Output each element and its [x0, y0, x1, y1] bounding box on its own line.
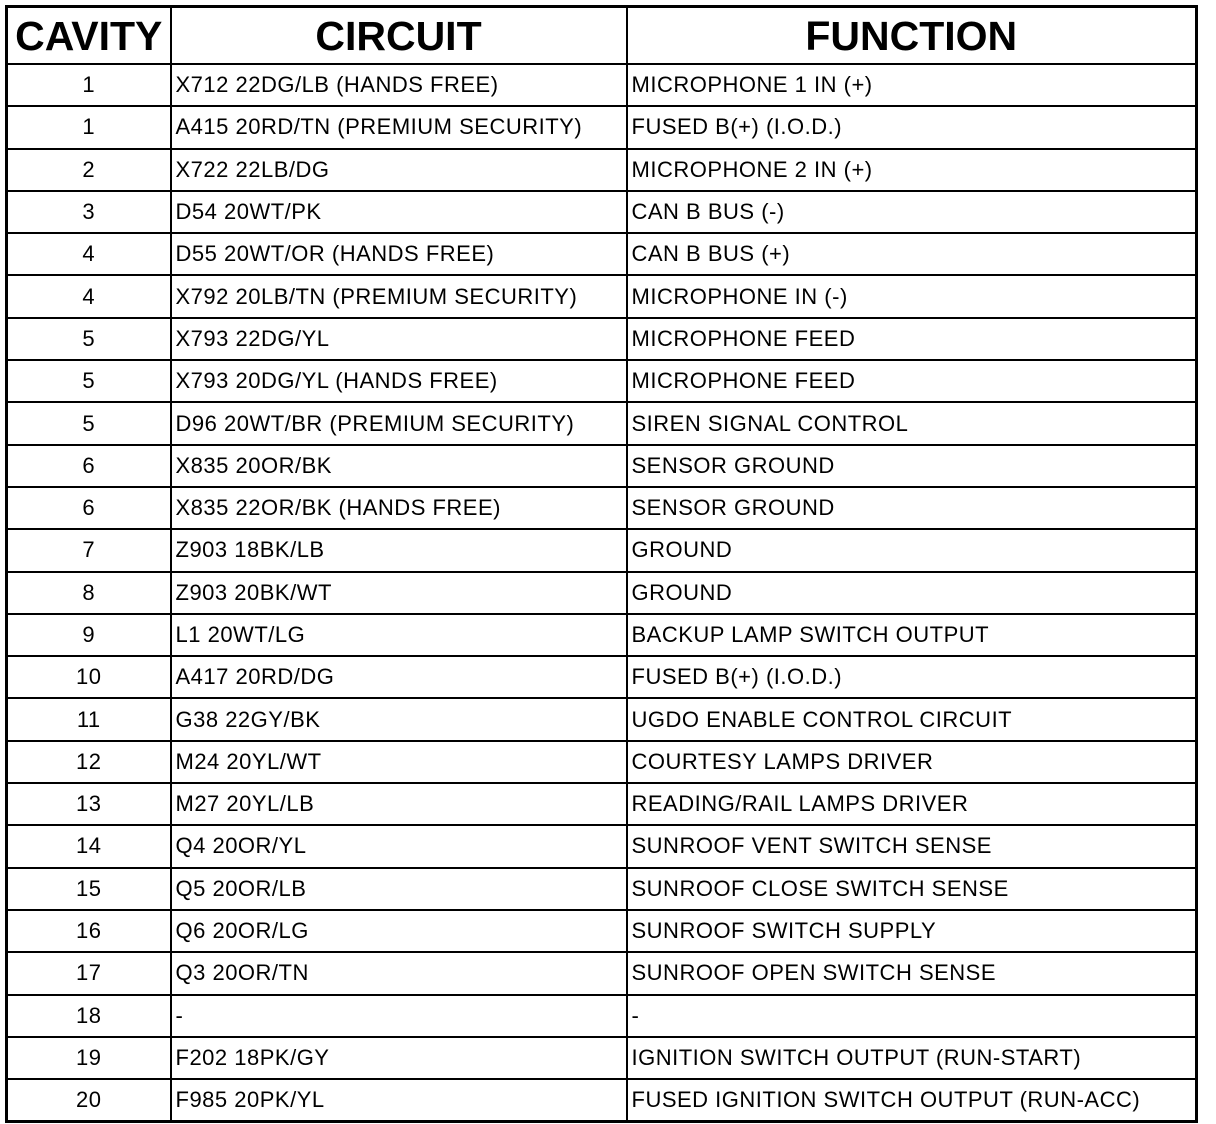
- circuit-cell: -: [171, 995, 627, 1037]
- table-row: [7, 572, 1197, 614]
- cavity-cell: 4: [7, 275, 171, 317]
- cavity-cell: 4: [7, 233, 171, 275]
- table-header: [7, 7, 1197, 65]
- circuit-cell: Z903 20BK/WT: [171, 572, 627, 614]
- function-cell: UGDO ENABLE CONTROL CIRCUIT: [627, 698, 1197, 740]
- function-cell: SENSOR GROUND: [627, 487, 1197, 529]
- circuit-cell: Q3 20OR/TN: [171, 952, 627, 994]
- function-cell: GROUND: [627, 529, 1197, 571]
- function-cell: SUNROOF SWITCH SUPPLY: [627, 910, 1197, 952]
- cavity-cell: 2: [7, 149, 171, 191]
- circuit-cell: M27 20YL/LB: [171, 783, 627, 825]
- cavity-cell: 11: [7, 698, 171, 740]
- table-body: [7, 64, 1197, 1122]
- function-cell: SUNROOF OPEN SWITCH SENSE: [627, 952, 1197, 994]
- function-cell: SIREN SIGNAL CONTROL: [627, 402, 1197, 444]
- function-cell: MICROPHONE 2 IN (+): [627, 149, 1197, 191]
- table-row: [7, 1079, 1197, 1122]
- header-row: [7, 7, 1197, 65]
- cavity-cell: 1: [7, 106, 171, 148]
- cavity-cell: 3: [7, 191, 171, 233]
- function-cell: SUNROOF CLOSE SWITCH SENSE: [627, 868, 1197, 910]
- circuit-cell: D55 20WT/OR (HANDS FREE): [171, 233, 627, 275]
- circuit-cell: A417 20RD/DG: [171, 656, 627, 698]
- function-cell: MICROPHONE IN (-): [627, 275, 1197, 317]
- cavity-cell: 14: [7, 825, 171, 867]
- circuit-cell: Q6 20OR/LG: [171, 910, 627, 952]
- circuit-cell: Q5 20OR/LB: [171, 868, 627, 910]
- cavity-cell: 13: [7, 783, 171, 825]
- function-cell: MICROPHONE FEED: [627, 360, 1197, 402]
- table-row: [7, 149, 1197, 191]
- circuit-cell: X792 20LB/TN (PREMIUM SECURITY): [171, 275, 627, 317]
- circuit-cell: Q4 20OR/YL: [171, 825, 627, 867]
- function-cell: GROUND: [627, 572, 1197, 614]
- cavity-cell: 8: [7, 572, 171, 614]
- circuit-cell: A415 20RD/TN (PREMIUM SECURITY): [171, 106, 627, 148]
- function-cell: FUSED B(+) (I.O.D.): [627, 106, 1197, 148]
- cavity-cell: 18: [7, 995, 171, 1037]
- table-row: [7, 445, 1197, 487]
- circuit-cell: X835 20OR/BK: [171, 445, 627, 487]
- function-column-header: FUNCTION: [627, 7, 1197, 65]
- function-cell: SUNROOF VENT SWITCH SENSE: [627, 825, 1197, 867]
- table-row: [7, 487, 1197, 529]
- circuit-cell: F985 20PK/YL: [171, 1079, 627, 1122]
- table-row: [7, 233, 1197, 275]
- cavity-cell: 16: [7, 910, 171, 952]
- table-row: [7, 614, 1197, 656]
- circuit-cell: X793 22DG/YL: [171, 318, 627, 360]
- circuit-cell: L1 20WT/LG: [171, 614, 627, 656]
- function-cell: FUSED IGNITION SWITCH OUTPUT (RUN-ACC): [627, 1079, 1197, 1122]
- cavity-cell: 6: [7, 487, 171, 529]
- circuit-cell: G38 22GY/BK: [171, 698, 627, 740]
- cavity-cell: 19: [7, 1037, 171, 1079]
- table-row: [7, 360, 1197, 402]
- table-row: [7, 402, 1197, 444]
- cavity-cell: 5: [7, 402, 171, 444]
- cavity-cell: 5: [7, 360, 171, 402]
- cavity-cell: 12: [7, 741, 171, 783]
- cavity-cell: 10: [7, 656, 171, 698]
- table-row: [7, 910, 1197, 952]
- cavity-cell: 9: [7, 614, 171, 656]
- table-row: [7, 952, 1197, 994]
- function-cell: CAN B BUS (+): [627, 233, 1197, 275]
- circuit-cell: M24 20YL/WT: [171, 741, 627, 783]
- function-cell: MICROPHONE FEED: [627, 318, 1197, 360]
- table-row: [7, 529, 1197, 571]
- function-cell: MICROPHONE 1 IN (+): [627, 64, 1197, 106]
- circuit-cell: F202 18PK/GY: [171, 1037, 627, 1079]
- table-row: [7, 64, 1197, 106]
- circuit-column-header: CIRCUIT: [171, 7, 627, 65]
- cavity-cell: 5: [7, 318, 171, 360]
- circuit-cell: X793 20DG/YL (HANDS FREE): [171, 360, 627, 402]
- cavity-cell: 7: [7, 529, 171, 571]
- circuit-cell: D96 20WT/BR (PREMIUM SECURITY): [171, 402, 627, 444]
- table-row: [7, 698, 1197, 740]
- table-row: [7, 825, 1197, 867]
- cavity-cell: 1: [7, 64, 171, 106]
- function-cell: BACKUP LAMP SWITCH OUTPUT: [627, 614, 1197, 656]
- cavity-cell: 15: [7, 868, 171, 910]
- table-row: [7, 275, 1197, 317]
- table-row: [7, 995, 1197, 1037]
- table-row: [7, 1037, 1197, 1079]
- circuit-cell: X835 22OR/BK (HANDS FREE): [171, 487, 627, 529]
- function-cell: READING/RAIL LAMPS DRIVER: [627, 783, 1197, 825]
- table-row: [7, 656, 1197, 698]
- cavity-cell: 20: [7, 1079, 171, 1122]
- table-row: [7, 783, 1197, 825]
- circuit-cell: X712 22DG/LB (HANDS FREE): [171, 64, 627, 106]
- cavity-cell: 6: [7, 445, 171, 487]
- function-cell: -: [627, 995, 1197, 1037]
- table-row: [7, 191, 1197, 233]
- function-cell: FUSED B(+) (I.O.D.): [627, 656, 1197, 698]
- function-cell: COURTESY LAMPS DRIVER: [627, 741, 1197, 783]
- cavity-column-header: CAVITY: [7, 7, 171, 65]
- circuit-cell: D54 20WT/PK: [171, 191, 627, 233]
- cavity-cell: 17: [7, 952, 171, 994]
- function-cell: IGNITION SWITCH OUTPUT (RUN-START): [627, 1037, 1197, 1079]
- circuit-cell: Z903 18BK/LB: [171, 529, 627, 571]
- connector-pinout-table: [5, 5, 1198, 1123]
- table-row: [7, 868, 1197, 910]
- circuit-cell: X722 22LB/DG: [171, 149, 627, 191]
- function-cell: CAN B BUS (-): [627, 191, 1197, 233]
- function-cell: SENSOR GROUND: [627, 445, 1197, 487]
- table-row: [7, 318, 1197, 360]
- table-row: [7, 741, 1197, 783]
- table-row: [7, 106, 1197, 148]
